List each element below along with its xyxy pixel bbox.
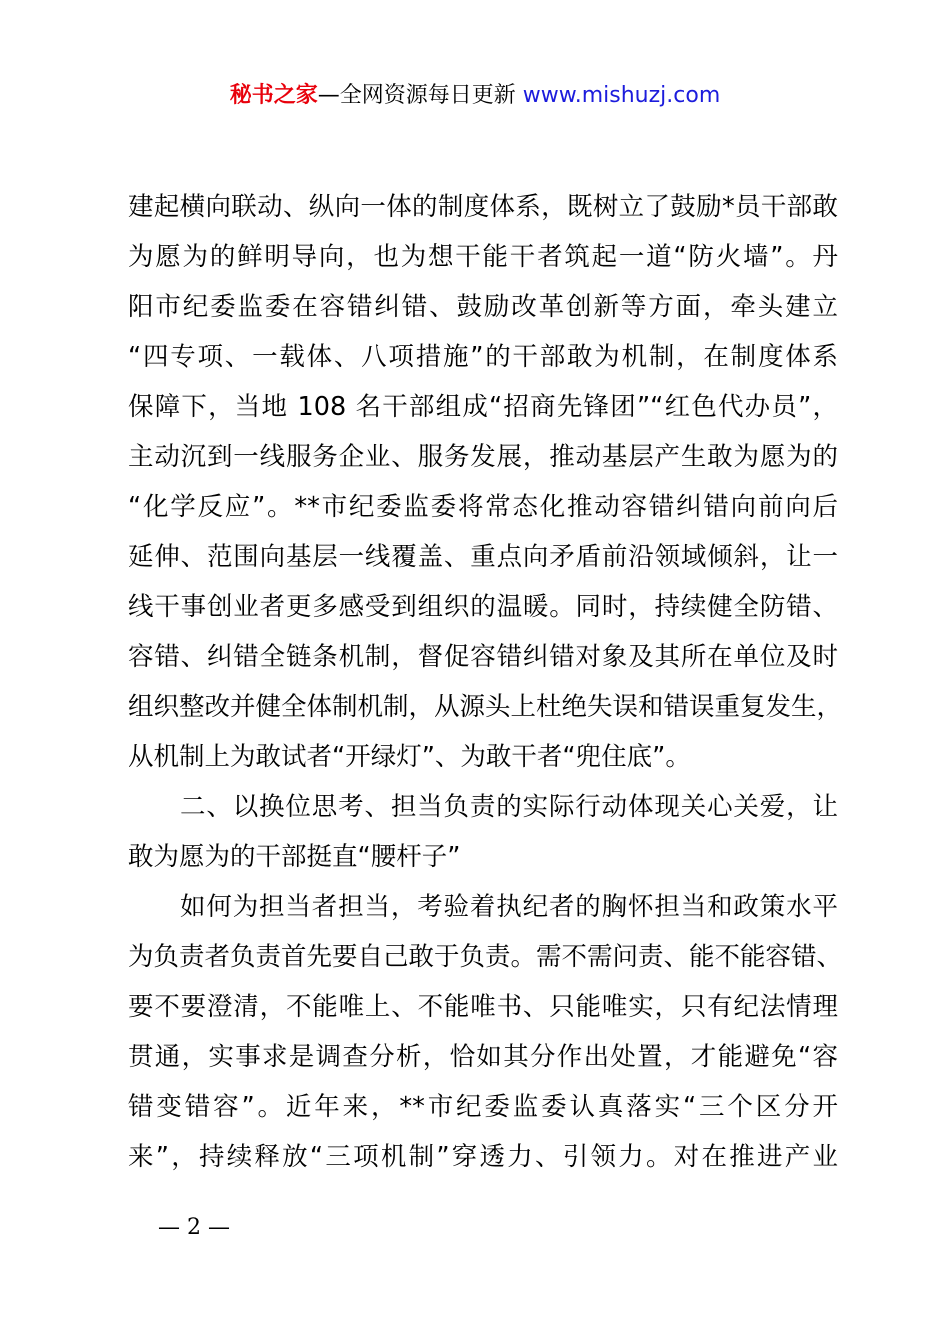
text-line: 错变错容”。近年来，**市纪委监委认真落实“三个区分开 [128,1092,838,1122]
text-line: 如何为担当者担当，考验着执纪者的胸怀担当和政策水平 [180,892,838,922]
text-line: “四专项、一载体、八项措施”的干部敢为机制，在制度体系 [128,342,838,372]
text-line: 容错、纠错全链条机制，督促容错纠错对象及其所在单位及时 [128,642,838,672]
paragraph-2 [128,882,843,1182]
text-line: 延伸、范围向基层一线覆盖、重点向矛盾前沿领域倾斜，让一 [128,542,838,572]
page-header [0,78,950,114]
text-line: 贯通，实事求是调查分析，恰如其分作出处置，才能避免“容 [128,1042,838,1072]
text-line: 为愿为的鲜明导向，也为想干能干者筑起一道“防火墙”。丹 [128,242,838,272]
text-line: 保障下，当地 108 名干部组成“招商先锋团”“红色代办员”， [128,392,838,422]
text-line: 来”，持续释放“三项机制”穿透力、引领力。对在推进产业 [128,1142,838,1172]
text-line: 为负责者负责首先要自己敢于负责。需不需问责、能不能容错、 [128,942,843,972]
text-line: 要不要澄清，不能唯上、不能唯书、只能唯实，只有纪法情理 [128,992,838,1022]
text-line: “化学反应”。**市纪委监委将常态化推动容错纠错向前向后 [128,492,838,522]
text-line: 主动沉到一线服务企业、服务发展，推动基层产生敢为愿为的 [128,442,838,472]
text-line: 线干事创业者更多感受到组织的温暖。同时，持续健全防错、 [128,592,838,622]
paragraph-1 [128,182,843,782]
text-line: 从机制上为敢试者“开绿灯”、为敢干者“兜住底”。 [128,742,691,772]
text-line: 阳市纪委监委在容错纠错、鼓励改革创新等方面，牵头建立 [128,292,838,322]
text-line: 组织整改并健全体制机制，从源头上杜绝失误和错误重复发生， [128,692,843,722]
brand-name: 秘书之家 [229,83,318,108]
heading-line: 敢为愿为的干部挺直“腰杆子” [128,842,461,872]
text-line: 建起横向联动、纵向一体的制度体系，既树立了鼓励*员干部敢 [128,192,838,222]
site-url-link[interactable]: www.mishuzj.com [522,83,721,108]
page-number: — 2 — [158,1215,230,1240]
header-tagline: —全网资源每日更新 [317,83,523,108]
document-body [128,182,843,1182]
section-heading [128,782,838,882]
heading-line: 二、以换位思考、担当负责的实际行动体现关心关爱，让 [180,792,838,822]
